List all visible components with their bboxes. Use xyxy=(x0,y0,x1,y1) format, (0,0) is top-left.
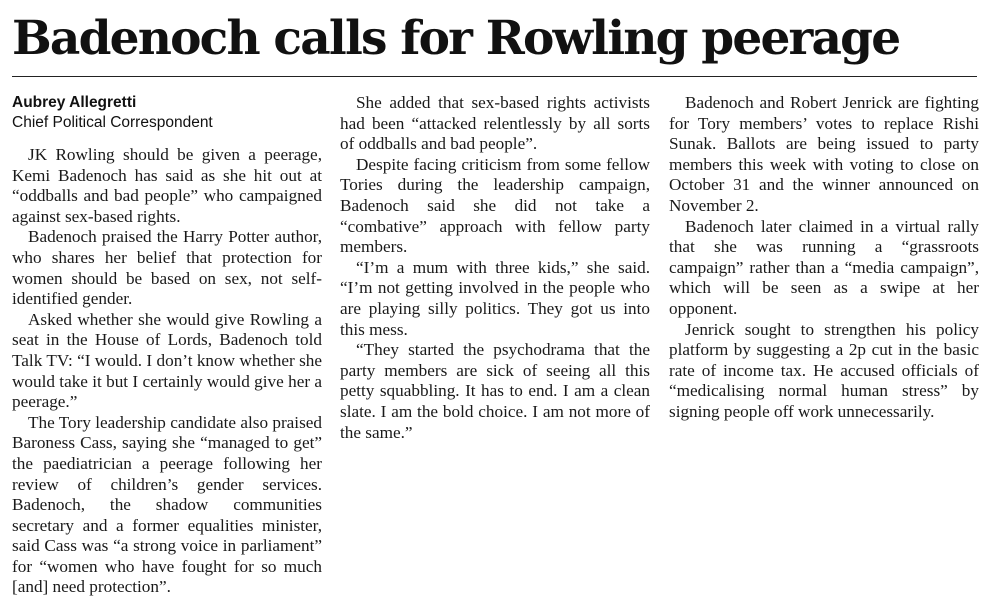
byline-role: Chief Political Correspondent xyxy=(12,114,213,131)
article-paragraph: The Tory leadership candidate also praised Baroness Cass, saying she “managed to get” the paediatrician a peerage following her review of children’s gender services. Badenoch, the shadow communities secretary and a former equalities minister, said Cass was “a strong voice in parliament” for “women who have fought for so much [and] need protection”. xyxy=(12,412,322,597)
article-paragraph: Badenoch praised the Harry Potter author, who shares her belief that protection for women should be based on sex, not self-identified gender. xyxy=(12,227,322,309)
article-paragraph: Jenrick sought to strengthen his policy platform by suggesting a 2p cut in the basic rate of income tax. He accused officials of “medicalising normal human stress” by signing people off work unnecessarily. xyxy=(669,319,979,421)
article-paragraph: She added that sex-based rights activists had been “attacked relentlessly by all sorts of oddballs and bad people”. xyxy=(340,93,650,154)
article-column-1 xyxy=(12,145,322,598)
headline: Badenoch calls for Rowling peerage xyxy=(12,11,900,66)
article-paragraph: “I’m a mum with three kids,” she said. “I’m not getting involved in the people who are playing silly politics. They got us into this mess. xyxy=(340,257,650,339)
article-paragraph: JK Rowling should be given a peerage, Kemi Badenoch has said as she hit out at “oddballs and bad people” who campaigned against sex-based rights. xyxy=(12,145,322,226)
byline xyxy=(12,93,322,133)
article-column-2 xyxy=(340,93,650,443)
headline-rule xyxy=(12,76,977,77)
article-column-3 xyxy=(669,93,979,423)
article-paragraph: Badenoch and Robert Jenrick are fighting for Tory members’ votes to replace Rishi Sunak. Ballots are being issued to party members this week with voting to close on October 31 and the winner announced on November 2. xyxy=(669,93,979,215)
byline-name: Aubrey Allegretti xyxy=(12,94,137,111)
article-paragraph: Badenoch later claimed in a virtual rally that she was running a “grassroots campaign” rather than a “media campaign”, which will be seen as a swipe at her opponent. xyxy=(669,216,979,318)
article-paragraph: “They started the psychodrama that the party members are sick of seeing all this petty squabbling. It has to end. I am a clean slate. I am the bold choice. I am not more of the same.” xyxy=(340,340,650,442)
article-paragraph: Asked whether she would give Rowling a seat in the House of Lords, Badenoch told Talk TV: “I would. I don’t know whether she would take it but I certainly would give her a peerage.” xyxy=(12,309,322,412)
article-paragraph: Despite facing criticism from some fellow Tories during the leadership campaign, Badenoch said she did not take a “combative” approach with fellow party members. xyxy=(340,154,650,257)
